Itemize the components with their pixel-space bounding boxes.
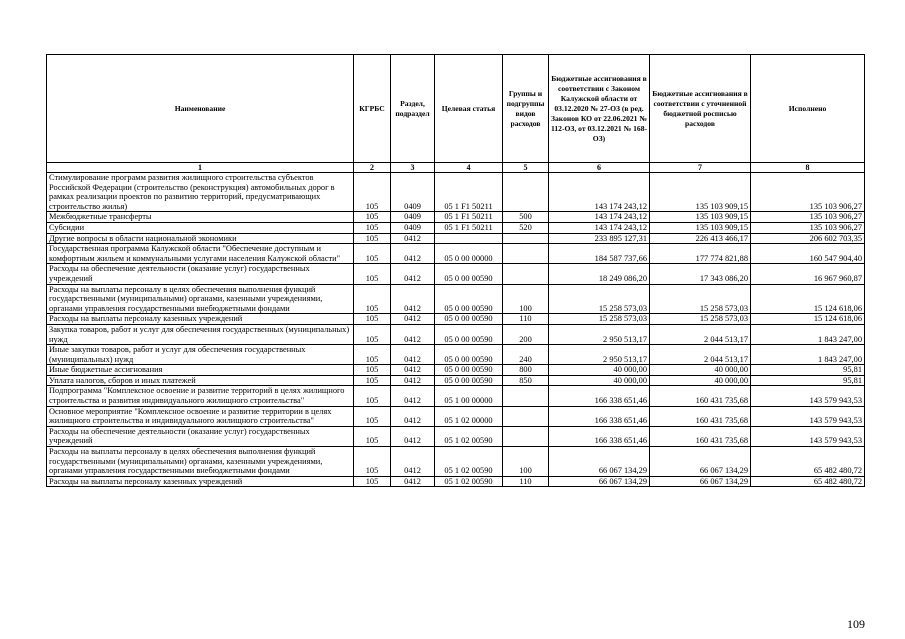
cell-section: 0412 — [391, 375, 435, 386]
cell-kgrbs: 105 — [354, 345, 391, 365]
cell-target-article: 05 1 F1 50211 — [435, 173, 503, 212]
cell-expense-type: 850 — [503, 375, 549, 386]
cell-target-article: 05 0 00 00590 — [435, 264, 503, 284]
table-row — [47, 284, 865, 314]
cell-kgrbs: 105 — [354, 284, 391, 314]
cell-law-allocation: 233 895 127,31 — [549, 233, 650, 244]
cell-target-article: 05 1 00 00000 — [435, 386, 503, 406]
column-number: 4 — [435, 163, 503, 173]
cell-kgrbs: 105 — [354, 244, 391, 264]
header-target-article: Целевая статья — [435, 55, 503, 163]
cell-law-allocation: 166 338 651,46 — [549, 426, 650, 446]
cell-law-allocation: 184 587 737,66 — [549, 244, 650, 264]
cell-kgrbs: 105 — [354, 264, 391, 284]
table-row — [47, 233, 865, 244]
cell-executed: 135 103 906,27 — [751, 173, 865, 212]
cell-section: 0412 — [391, 284, 435, 314]
cell-plan-allocation: 135 103 909,15 — [650, 222, 751, 233]
cell-plan-allocation: 17 343 086,20 — [650, 264, 751, 284]
cell-law-allocation: 66 067 134,29 — [549, 447, 650, 477]
cell-name: Иные бюджетные ассигнования — [47, 365, 354, 376]
cell-section: 0412 — [391, 314, 435, 325]
table-row — [47, 386, 865, 406]
cell-section: 0409 — [391, 222, 435, 233]
cell-name: Расходы на обеспечение деятельности (оказание услуг) государственных учреждений — [47, 264, 354, 284]
cell-kgrbs: 105 — [354, 447, 391, 477]
cell-kgrbs: 105 — [354, 406, 391, 426]
cell-expense-type — [503, 426, 549, 446]
table-row — [47, 426, 865, 446]
table-row — [47, 476, 865, 487]
column-number: 1 — [47, 163, 354, 173]
cell-name: Подпрограмма "Комплексное освоение и развитие территорий в целях жилищного строительства и развития индивидуального жилищного строительства" — [47, 386, 354, 406]
cell-law-allocation: 18 249 086,20 — [549, 264, 650, 284]
cell-target-article: 05 0 00 00590 — [435, 375, 503, 386]
cell-name: Другие вопросы в области национальной экономики — [47, 233, 354, 244]
cell-expense-type: 500 — [503, 212, 549, 223]
cell-executed: 15 124 618,06 — [751, 284, 865, 314]
cell-target-article: 05 0 00 00590 — [435, 324, 503, 344]
cell-expense-type: 110 — [503, 476, 549, 487]
cell-kgrbs: 105 — [354, 365, 391, 376]
cell-name: Иные закупки товаров, работ и услуг для обеспечения государственных (муниципальных) нужд — [47, 345, 354, 365]
cell-expense-type: 100 — [503, 447, 549, 477]
cell-name: Закупка товаров, работ и услуг для обеспечения государственных (муниципальных) нужд — [47, 324, 354, 344]
table-row — [47, 365, 865, 376]
cell-kgrbs: 105 — [354, 233, 391, 244]
table-header-row — [47, 55, 865, 163]
cell-executed: 135 103 906,27 — [751, 212, 865, 223]
cell-kgrbs: 105 — [354, 222, 391, 233]
cell-law-allocation: 166 338 651,46 — [549, 406, 650, 426]
cell-executed: 143 579 943,53 — [751, 386, 865, 406]
cell-executed: 65 482 480,72 — [751, 476, 865, 487]
header-name: Наименование — [47, 55, 354, 163]
cell-law-allocation: 15 258 573,03 — [549, 284, 650, 314]
cell-section: 0412 — [391, 345, 435, 365]
cell-plan-allocation: 40 000,00 — [650, 365, 751, 376]
cell-name: Государственная программа Калужской области "Обеспечение доступным и комфортным жильем и коммунальными услугами населения Калужской области" — [47, 244, 354, 264]
cell-target-article: 05 1 02 00590 — [435, 447, 503, 477]
cell-target-article: 05 1 F1 50211 — [435, 212, 503, 223]
cell-executed: 206 602 703,35 — [751, 233, 865, 244]
cell-plan-allocation: 15 258 573,03 — [650, 314, 751, 325]
table-row — [47, 447, 865, 477]
header-executed: Исполнено — [751, 55, 865, 163]
table-row — [47, 345, 865, 365]
cell-plan-allocation: 2 044 513,17 — [650, 324, 751, 344]
cell-target-article: 05 0 00 00590 — [435, 365, 503, 376]
cell-name: Расходы на обеспечение деятельности (оказание услуг) государственных учреждений — [47, 426, 354, 446]
cell-plan-allocation: 160 431 735,68 — [650, 406, 751, 426]
cell-expense-type — [503, 233, 549, 244]
cell-section: 0412 — [391, 447, 435, 477]
header-section: Раздел, подраздел — [391, 55, 435, 163]
cell-section: 0409 — [391, 212, 435, 223]
cell-name: Субсидии — [47, 222, 354, 233]
cell-expense-type: 240 — [503, 345, 549, 365]
table-row — [47, 406, 865, 426]
cell-law-allocation: 66 067 134,29 — [549, 476, 650, 487]
cell-section: 0412 — [391, 476, 435, 487]
cell-target-article: 05 1 F1 50211 — [435, 222, 503, 233]
cell-plan-allocation: 66 067 134,29 — [650, 447, 751, 477]
cell-kgrbs: 105 — [354, 375, 391, 386]
table-row — [47, 222, 865, 233]
cell-section: 0412 — [391, 386, 435, 406]
cell-target-article: 05 1 02 00590 — [435, 476, 503, 487]
cell-executed: 135 103 906,27 — [751, 222, 865, 233]
cell-section: 0412 — [391, 426, 435, 446]
cell-plan-allocation: 160 431 735,68 — [650, 426, 751, 446]
cell-name: Уплата налогов, сборов и иных платежей — [47, 375, 354, 386]
table-row — [47, 375, 865, 386]
table-row — [47, 264, 865, 284]
cell-law-allocation: 143 174 243,12 — [549, 222, 650, 233]
cell-plan-allocation: 177 774 821,88 — [650, 244, 751, 264]
cell-law-allocation: 2 950 513,17 — [549, 324, 650, 344]
cell-expense-type: 110 — [503, 314, 549, 325]
cell-law-allocation: 15 258 573,03 — [549, 314, 650, 325]
cell-kgrbs: 105 — [354, 386, 391, 406]
cell-expense-type: 100 — [503, 284, 549, 314]
header-expense-type: Группы и подгруппы видов расходов — [503, 55, 549, 163]
cell-section: 0412 — [391, 365, 435, 376]
column-number: 8 — [751, 163, 865, 173]
cell-name: Расходы на выплаты персоналу казенных учреждений — [47, 476, 354, 487]
cell-plan-allocation: 2 044 513,17 — [650, 345, 751, 365]
cell-expense-type — [503, 173, 549, 212]
header-plan-allocation: Бюджетные ассигнования в соответствии с уточненной бюджетной росписью расходов — [650, 55, 751, 163]
cell-target-article: 05 0 00 00000 — [435, 244, 503, 264]
table-row — [47, 212, 865, 223]
cell-plan-allocation: 15 258 573,03 — [650, 284, 751, 314]
cell-plan-allocation: 160 431 735,68 — [650, 386, 751, 406]
column-number: 2 — [354, 163, 391, 173]
table-row — [47, 314, 865, 325]
cell-executed: 160 547 904,40 — [751, 244, 865, 264]
cell-section: 0409 — [391, 173, 435, 212]
cell-plan-allocation: 40 000,00 — [650, 375, 751, 386]
cell-law-allocation: 40 000,00 — [549, 375, 650, 386]
cell-kgrbs: 105 — [354, 324, 391, 344]
cell-section: 0412 — [391, 244, 435, 264]
cell-expense-type — [503, 264, 549, 284]
cell-executed: 65 482 480,72 — [751, 447, 865, 477]
cell-law-allocation: 40 000,00 — [549, 365, 650, 376]
column-number: 6 — [549, 163, 650, 173]
cell-section: 0412 — [391, 264, 435, 284]
cell-executed: 143 579 943,53 — [751, 406, 865, 426]
cell-expense-type — [503, 386, 549, 406]
header-law-allocation: Бюджетные ассигнования в соответствии с Законом Калужской области от 03.12.2020 № 27-ОЗ (в ред. Законов КО от 22.06.2021 № 112-ОЗ, от 03.12.2021 № 168-ОЗ) — [549, 55, 650, 163]
cell-target-article — [435, 233, 503, 244]
column-number-row — [47, 163, 865, 173]
cell-expense-type: 800 — [503, 365, 549, 376]
cell-name: Межбюджетные трансферты — [47, 212, 354, 223]
column-number: 3 — [391, 163, 435, 173]
cell-executed: 15 124 618,06 — [751, 314, 865, 325]
cell-section: 0412 — [391, 324, 435, 344]
cell-plan-allocation: 66 067 134,29 — [650, 476, 751, 487]
cell-executed: 1 843 247,00 — [751, 345, 865, 365]
cell-expense-type — [503, 406, 549, 426]
cell-target-article: 05 0 00 00590 — [435, 284, 503, 314]
cell-law-allocation: 143 174 243,12 — [549, 173, 650, 212]
cell-expense-type: 200 — [503, 324, 549, 344]
budget-table — [46, 54, 865, 487]
cell-executed: 143 579 943,53 — [751, 426, 865, 446]
cell-executed: 1 843 247,00 — [751, 324, 865, 344]
column-number: 7 — [650, 163, 751, 173]
header-kgrbs: КГРБС — [354, 55, 391, 163]
cell-name: Расходы на выплаты персоналу в целях обеспечения выполнения функций государственными (муниципальными) органами, казенными учреждениями, органами управления государственными внебюджетными фондами — [47, 447, 354, 477]
cell-name: Расходы на выплаты персоналу казенных учреждений — [47, 314, 354, 325]
cell-name: Расходы на выплаты персоналу в целях обеспечения выполнения функций государственными (муниципальными) органами, казенными учреждениями, органами управления государственными внебюджетными фондами — [47, 284, 354, 314]
cell-name: Стимулирование программ развития жилищного строительства субъектов Российской Федерации (строительство (реконструкция) автомобильных дорог в рамках реализации проектов по развитию территорий, предусматривающих строительство жилья) — [47, 173, 354, 212]
page-number: 109 — [847, 617, 865, 631]
cell-plan-allocation: 135 103 909,15 — [650, 173, 751, 212]
cell-executed: 95,81 — [751, 365, 865, 376]
table-body — [47, 173, 865, 487]
cell-target-article: 05 1 02 00000 — [435, 406, 503, 426]
cell-target-article: 05 0 00 00590 — [435, 345, 503, 365]
cell-law-allocation: 2 950 513,17 — [549, 345, 650, 365]
cell-executed: 95,81 — [751, 375, 865, 386]
table-row — [47, 324, 865, 344]
column-number: 5 — [503, 163, 549, 173]
cell-section: 0412 — [391, 233, 435, 244]
table-row — [47, 244, 865, 264]
cell-section: 0412 — [391, 406, 435, 426]
cell-target-article: 05 0 00 00590 — [435, 314, 503, 325]
table-row — [47, 173, 865, 212]
cell-expense-type: 520 — [503, 222, 549, 233]
cell-law-allocation: 166 338 651,46 — [549, 386, 650, 406]
cell-law-allocation: 143 174 243,12 — [549, 212, 650, 223]
cell-kgrbs: 105 — [354, 212, 391, 223]
cell-executed: 16 967 960,87 — [751, 264, 865, 284]
cell-kgrbs: 105 — [354, 173, 391, 212]
cell-plan-allocation: 135 103 909,15 — [650, 212, 751, 223]
cell-kgrbs: 105 — [354, 426, 391, 446]
cell-expense-type — [503, 244, 549, 264]
cell-plan-allocation: 226 413 466,17 — [650, 233, 751, 244]
cell-name: Основное мероприятие "Комплексное освоение и развитие территории в целях жилищного строительства и индивидуального жилищного строительства" — [47, 406, 354, 426]
cell-kgrbs: 105 — [354, 476, 391, 487]
cell-kgrbs: 105 — [354, 314, 391, 325]
cell-target-article: 05 1 02 00590 — [435, 426, 503, 446]
